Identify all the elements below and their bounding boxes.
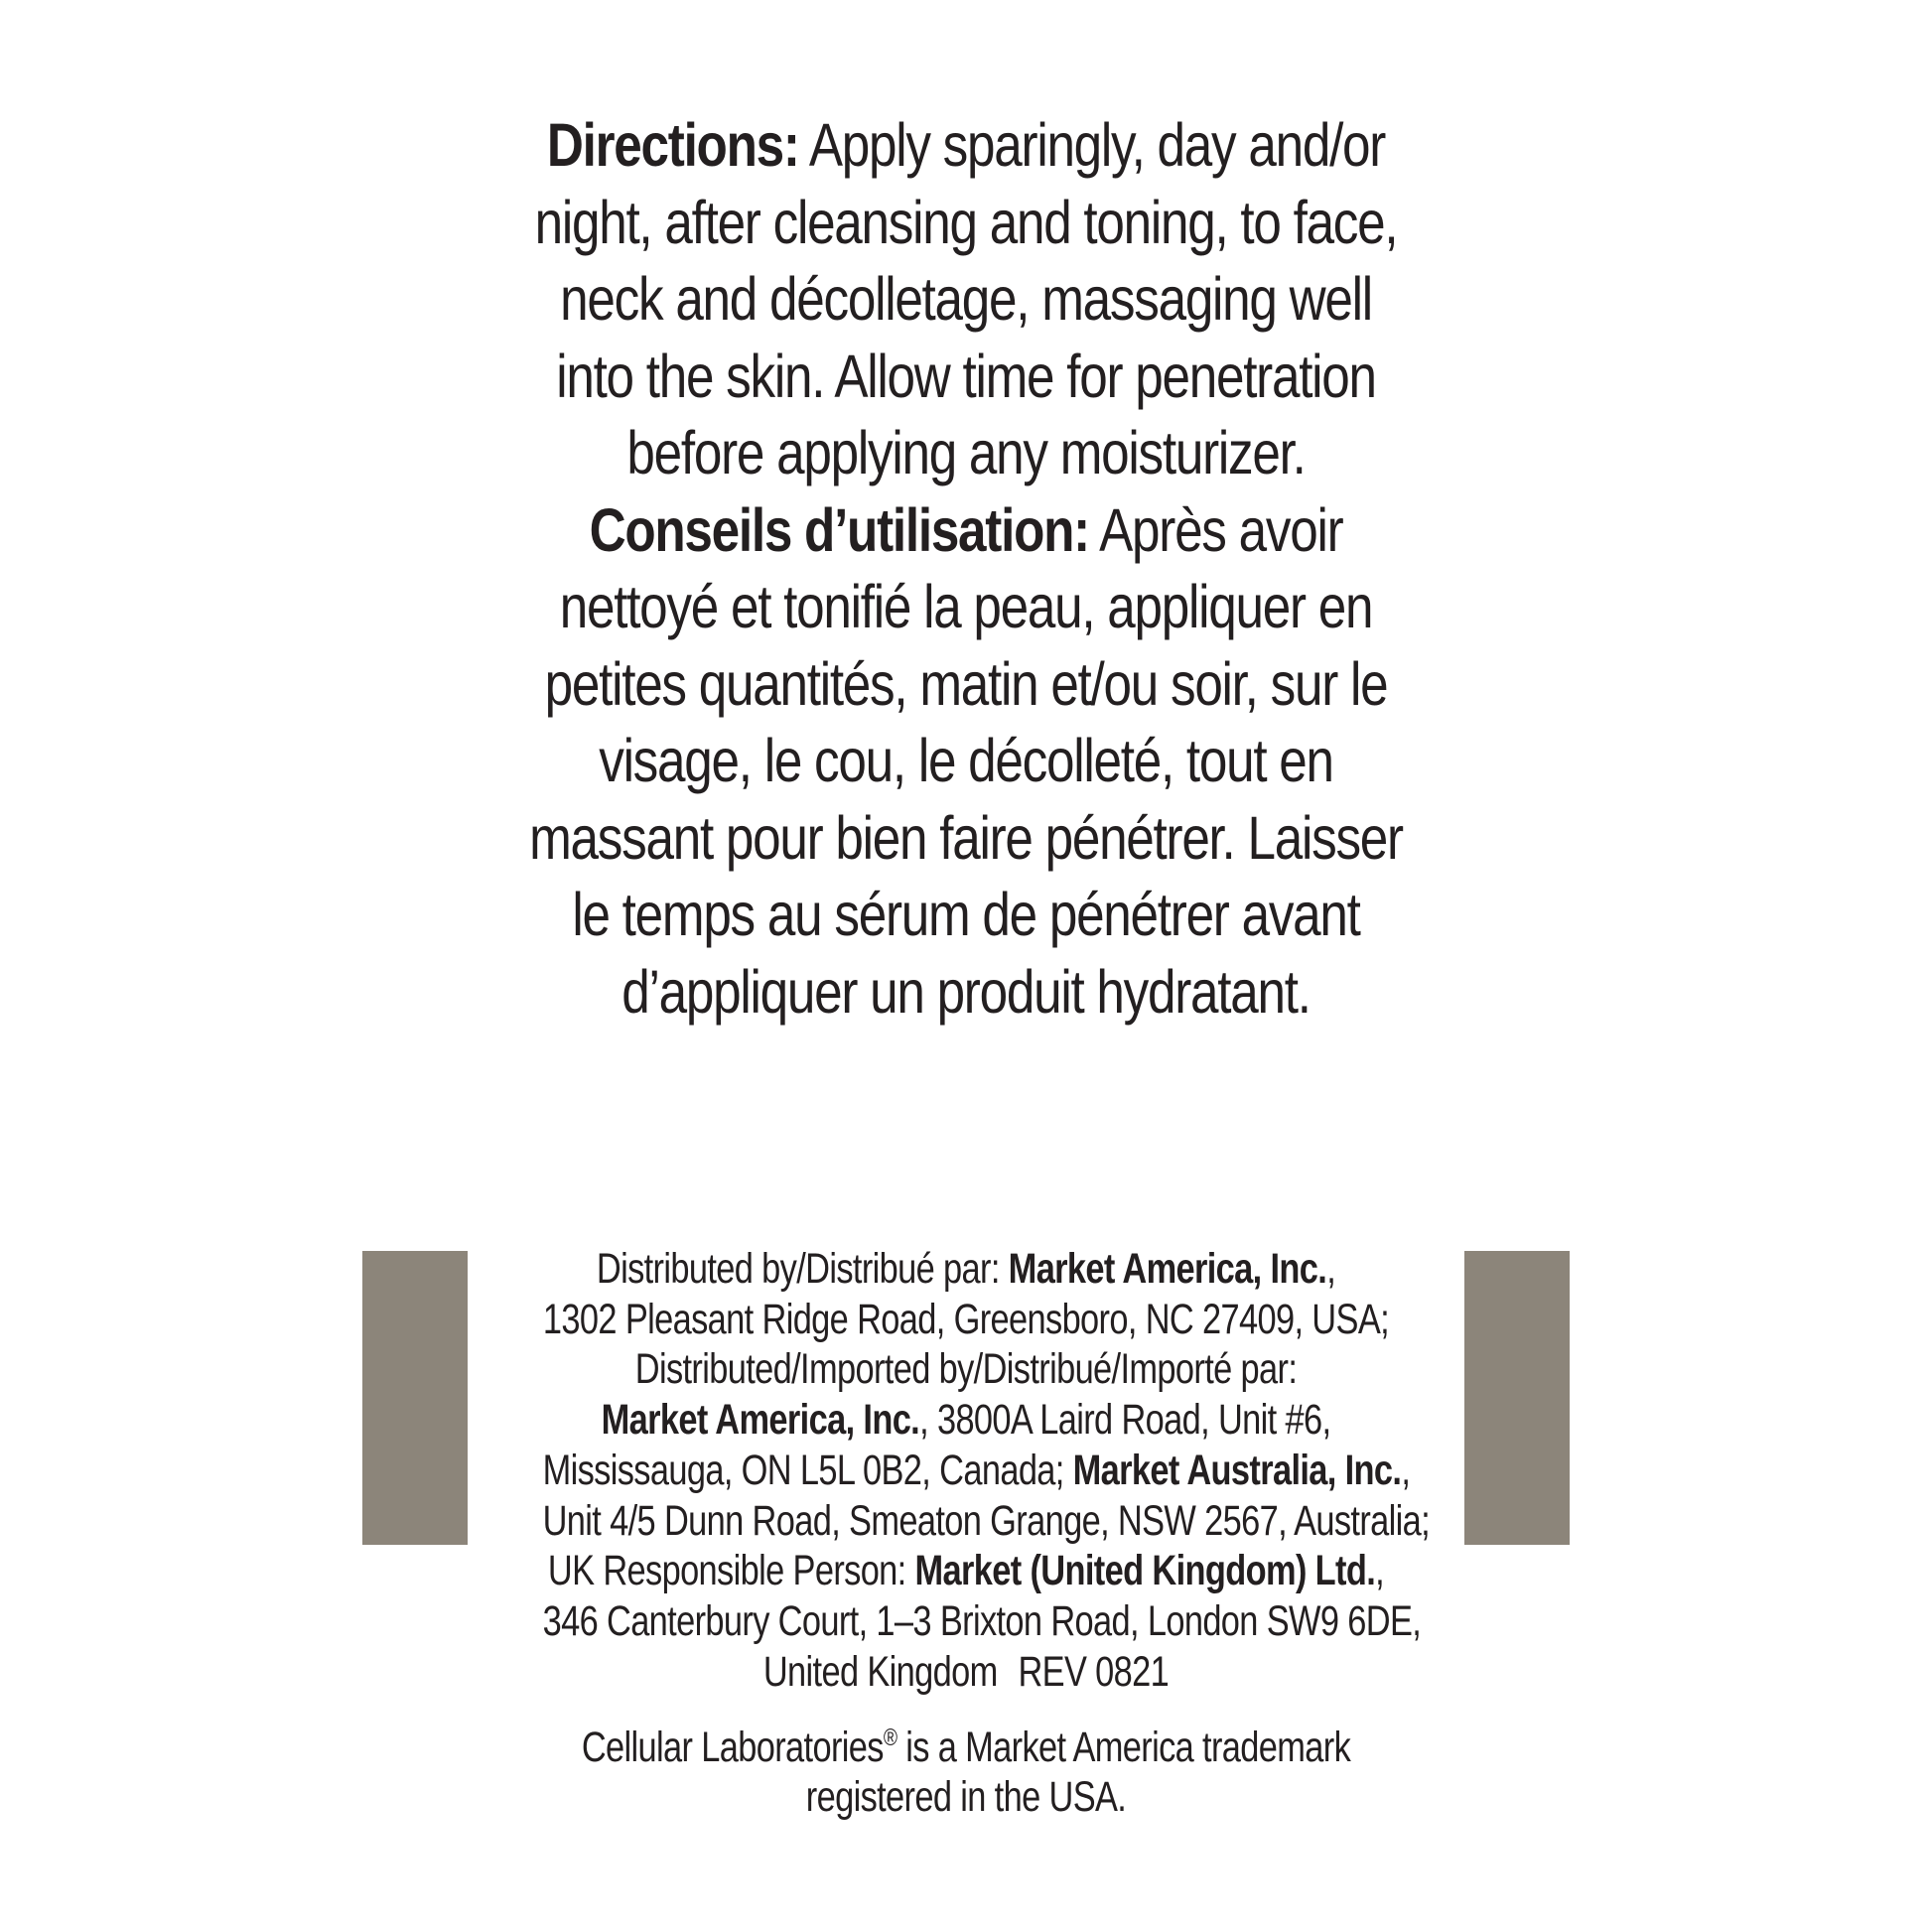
directions-block	[521, 107, 1410, 1031]
conseils-line-7: d’appliquer un produit hydratant.	[621, 957, 1311, 1026]
distributor-line-4: Market America, Inc., 3800A Laird Road, Unit #6,	[601, 1396, 1331, 1445]
registered-mark: ®	[883, 1725, 897, 1751]
directions-line-5: before applying any moisturizer.	[626, 419, 1306, 486]
directions-line-3: neck and décolletage, massaging well	[560, 265, 1372, 333]
distributor-line-6: Unit 4/5 Dunn Road, Smeaton Grange, NSW 2567, Australia;	[542, 1496, 1431, 1545]
distributor-line-2: 1302 Pleasant Ridge Road, Greensboro, NC 27409, USA;	[542, 1295, 1390, 1343]
color-swatch-left	[362, 1251, 468, 1545]
distributor-line-7: UK Responsible Person: Market (United Kingdom) Ltd.,	[547, 1547, 1385, 1595]
conseils-line-6: le temps au sérum de pénétrer avant	[572, 881, 1360, 948]
directions-line-1: Directions: Apply sparingly, day and/or	[546, 111, 1386, 179]
trademark-line-2: registered in the USA.	[805, 1773, 1127, 1821]
conseils-heading: Conseils d’utilisation:	[589, 495, 1089, 564]
distributor-line-9: United Kingdom REV 0821	[762, 1647, 1170, 1696]
conseils-line-3: petites quantités, matin et/ou soir, sur le	[544, 649, 1388, 718]
company-name: Market Australia, Inc.	[1072, 1446, 1402, 1494]
conseils-line-5: massant pour bien faire pénétrer. Laisser	[529, 803, 1403, 872]
distributor-block	[542, 1244, 1431, 1697]
directions-heading: Directions:	[546, 111, 799, 179]
company-name: Market (United Kingdom) Ltd.	[914, 1547, 1376, 1595]
company-name: Market America, Inc.	[1008, 1245, 1327, 1293]
revision-code: REV 0821	[1018, 1647, 1170, 1696]
distributor-line-1: Distributed by/Distribué par: Market America, Inc.,	[596, 1245, 1336, 1293]
trademark-line-1: Cellular Laboratories® is a Market America trademark	[581, 1724, 1351, 1771]
distributor-line-8: 346 Canterbury Court, 1–3 Brixton Road, London SW9 6DE,	[542, 1596, 1422, 1645]
conseils-line-4: visage, le cou, le décolleté, tout en	[599, 727, 1333, 794]
color-swatch-right	[1464, 1251, 1570, 1545]
conseils-line-2: nettoyé et tonifié la peau, appliquer en	[559, 573, 1373, 640]
distributor-line-5: Mississauga, ON L5L 0B2, Canada; Market Australia, Inc.,	[542, 1446, 1411, 1494]
distributor-line-3: Distributed/Imported by/Distribué/Importé par:	[634, 1345, 1298, 1394]
directions-line-2: night, after cleansing and toning, to face,	[534, 188, 1398, 256]
directions-line-4: into the skin. Allow time for penetration	[556, 342, 1376, 410]
conseils-line-1: Conseils d’utilisation: Après avoir	[589, 495, 1343, 564]
company-name: Market America, Inc.	[601, 1396, 920, 1445]
trademark-notice	[543, 1723, 1390, 1822]
